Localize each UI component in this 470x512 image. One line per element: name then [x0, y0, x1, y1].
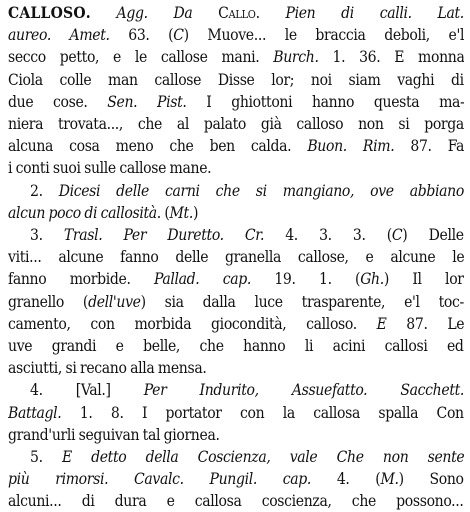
text-run: aureo. Amet. — [8, 26, 110, 45]
entry-line — [8, 357, 464, 379]
text-run: asciutti, si recano alla mensa. — [8, 359, 207, 378]
entry-line — [8, 291, 464, 313]
text-run: 1. 36. E monna — [318, 48, 464, 67]
entry-line-text — [8, 91, 464, 113]
entry-line — [8, 224, 464, 246]
text-run: ) Delle — [402, 226, 464, 244]
text-run: E — [376, 314, 387, 333]
entry-line — [8, 2, 464, 24]
entry-line — [8, 335, 464, 357]
entry-line — [8, 46, 464, 68]
text-run: ) Il lor — [383, 270, 464, 289]
entry-line-text — [8, 490, 464, 512]
text-run: Pallad. cap. — [153, 270, 251, 289]
text-run: secco petto, e le callose mani. — [8, 48, 274, 67]
text-run: ) Muove... le braccia deboli, e'l — [183, 26, 464, 45]
text-run: 87. Fa — [394, 137, 464, 156]
entry-line — [8, 202, 464, 224]
headword: CALLOSO — [8, 3, 86, 22]
entry-line-text — [8, 468, 464, 490]
text-run: E detto della Coscienza, vale Che non sente — [61, 448, 464, 466]
text-run: Gh. — [360, 270, 384, 289]
entry-line — [8, 313, 464, 335]
text-run: granello ( — [8, 292, 89, 311]
entry-line — [8, 135, 464, 157]
entry-line-text — [30, 224, 464, 246]
text-run: 4. 3. 3. ( — [264, 226, 392, 244]
text-run: Callo — [218, 4, 256, 22]
text-run: Per Indurito, Assuefatto. Sacchett. — [143, 381, 464, 400]
entry-line-text — [8, 246, 464, 268]
text-run: Trasl. Per Duretto. Cr. — [63, 226, 265, 244]
entry-line — [8, 446, 464, 468]
text-run: . ( — [156, 203, 170, 222]
text-run: ) sia dalla luce trasparente, e'l toc- — [140, 292, 464, 311]
text-run: Dicesi delle carni che si mangiano, ove abbiano — [58, 181, 464, 200]
entry-line-text — [8, 357, 206, 379]
entry-line-text — [8, 335, 464, 357]
entry-line-text — [8, 69, 464, 91]
entry-line-text — [8, 46, 464, 68]
entry-line — [8, 69, 464, 91]
entry-line-text — [30, 446, 464, 468]
text-run: 2. — [30, 181, 59, 200]
text-run: 5. — [30, 448, 62, 466]
text-run: Battagl. — [8, 403, 62, 422]
text-run: viti... alcune fanno delle granella callose, e alcune le — [8, 248, 464, 267]
text-run: 4. [Val.] — [30, 381, 144, 400]
entry-line-text — [8, 113, 464, 135]
entry-line — [8, 268, 464, 290]
entry-line-text — [8, 402, 464, 424]
entry-line — [8, 113, 464, 135]
text-run: dell'uve — [88, 292, 141, 311]
text-run: M. — [380, 470, 399, 489]
entry-line — [8, 468, 464, 490]
text-run: 63. ( — [109, 26, 174, 45]
entry-line-text — [8, 135, 464, 157]
entry-line — [8, 246, 464, 268]
text-run: 19. 1. ( — [250, 270, 361, 289]
entry-line-text — [8, 202, 198, 224]
text-run: Buon. Rim. — [307, 137, 395, 156]
text-run: C — [173, 26, 184, 45]
entry-line-text — [8, 313, 464, 335]
entry-line — [8, 91, 464, 113]
text-run: Burch. — [273, 48, 319, 67]
entry-line — [8, 402, 464, 424]
entry-line-text — [30, 180, 464, 202]
text-run: uve grandi e belle, che hanno li acini callosi ed — [8, 337, 464, 355]
text-run: I ghiottoni hanno questa ma- — [186, 92, 464, 111]
text-run: due cose. — [8, 92, 108, 111]
text-run: Da — [173, 4, 219, 22]
text-run: ) Sono — [398, 470, 464, 489]
entry-line — [8, 490, 464, 512]
text-run: Mt. — [169, 203, 193, 222]
entry-line — [8, 24, 464, 46]
text-run: 87. Le — [386, 314, 464, 333]
text-run: Agg. — [116, 4, 174, 22]
text-run: i conti suoi sulle callose mane. — [8, 159, 212, 178]
text-run: alcuna cosa meno che ben calda. — [8, 137, 308, 156]
text-run: 4. ( — [311, 470, 381, 489]
entry-line-text — [8, 424, 220, 446]
entry-line-text — [30, 379, 464, 401]
entry-line-text — [8, 291, 464, 313]
entry-line — [8, 424, 464, 446]
text-run: camento, con morbida giocondità, calloso. — [8, 314, 377, 333]
entry-line-text — [8, 2, 464, 24]
text-run: 1. 8. I portator con la callosa spalla Con — [61, 403, 464, 422]
entry-line-text — [8, 157, 211, 179]
entry-line — [8, 180, 464, 202]
text-run: . — [255, 4, 286, 22]
entry-line — [8, 379, 464, 401]
entry-line-text — [8, 24, 464, 46]
entry-line — [8, 157, 464, 179]
text-run: Sen. Pist. — [107, 92, 187, 111]
text-run: 3. — [30, 226, 64, 244]
text-run: C — [391, 226, 403, 244]
text-run: alcun poco di callosità — [8, 203, 157, 222]
entry-line-text — [8, 268, 464, 290]
text-run: Pien di calli. Lat. — [285, 4, 464, 22]
text-run: grand'urli seguivan tal giornea. — [8, 425, 220, 444]
text-run: ) — [192, 203, 199, 222]
text-run: più rimorsi. Cavalc. Pungil. cap. — [8, 470, 312, 489]
text-run: alcuni... di dura e callosa coscienza, che possono... — [8, 492, 464, 511]
text-run: Ciola colle man callose Disse lor; noi siam vaghi di — [8, 70, 464, 89]
text-run: . — [85, 3, 117, 22]
text-run: fanno morbide. — [8, 270, 154, 289]
text-run: niera trovata..., che al palato già calloso non si porga — [8, 115, 464, 133]
